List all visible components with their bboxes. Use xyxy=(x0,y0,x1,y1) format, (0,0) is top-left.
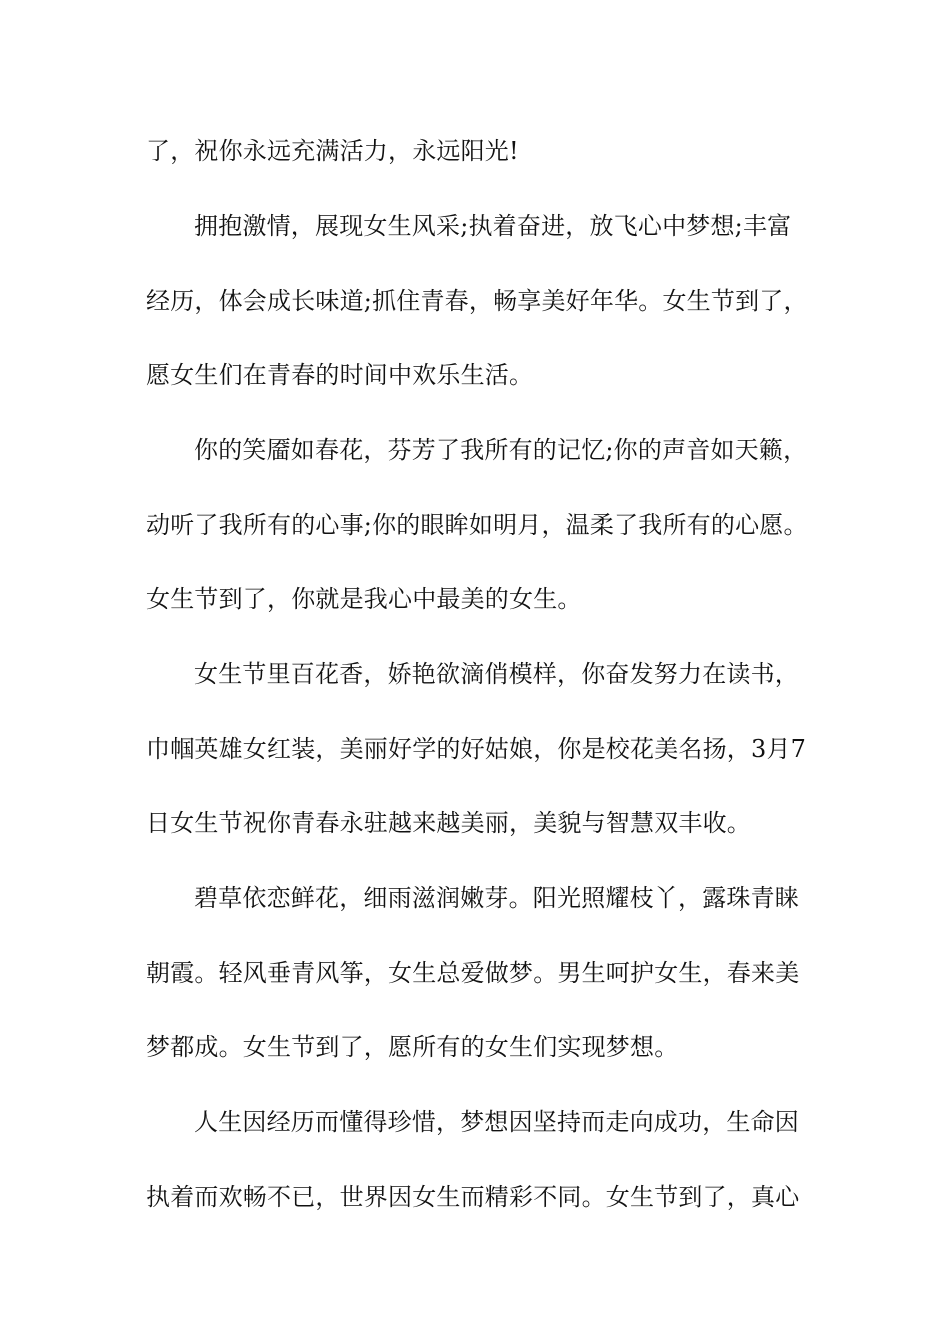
text-line: 经历，体会成长味道;抓住青春，畅享美好年华。女生节到了， xyxy=(146,287,808,315)
paragraph-first-line: 女生节里百花香，娇艳欲滴俏模样，你奋发努力在读书， xyxy=(194,660,799,688)
text-line: 愿女生们在青春的时间中欢乐生活。 xyxy=(146,361,534,389)
text-line: 朝霞。轻风垂青风筝，女生总爱做梦。男生呵护女生，春来美 xyxy=(146,959,800,987)
text-line: 日女生节祝你青春永驻越来越美丽，美貌与智慧双丰收。 xyxy=(146,809,751,837)
paragraph-first-line: 拥抱激情，展现女生风采;执着奋进，放飞心中梦想;丰富 xyxy=(194,212,792,240)
text-line: 女生节到了，你就是我心中最美的女生。 xyxy=(146,585,582,613)
text-line: 梦都成。女生节到了，愿所有的女生们实现梦想。 xyxy=(146,1033,679,1061)
text-line: 巾帼英雄女红装，美丽好学的好姑娘，你是校花美名扬，3月7 xyxy=(146,735,807,763)
paragraph-first-line: 人生因经历而懂得珍惜，梦想因坚持而走向成功，生命因 xyxy=(194,1108,799,1136)
paragraph-first-line: 碧草依恋鲜花，细雨滋润嫩芽。阳光照耀枝丫，露珠青睐 xyxy=(194,884,799,912)
text-line: 了，祝你永远充满活力，永远阳光! xyxy=(146,137,519,165)
paragraph-first-line: 你的笑靥如春花，芬芳了我所有的记忆;你的声音如天籁， xyxy=(194,436,808,464)
text-line: 动听了我所有的心事;你的眼眸如明月，温柔了我所有的心愿。 xyxy=(146,511,808,539)
text-line: 执着而欢畅不已，世界因女生而精彩不同。女生节到了，真心 xyxy=(146,1183,800,1211)
